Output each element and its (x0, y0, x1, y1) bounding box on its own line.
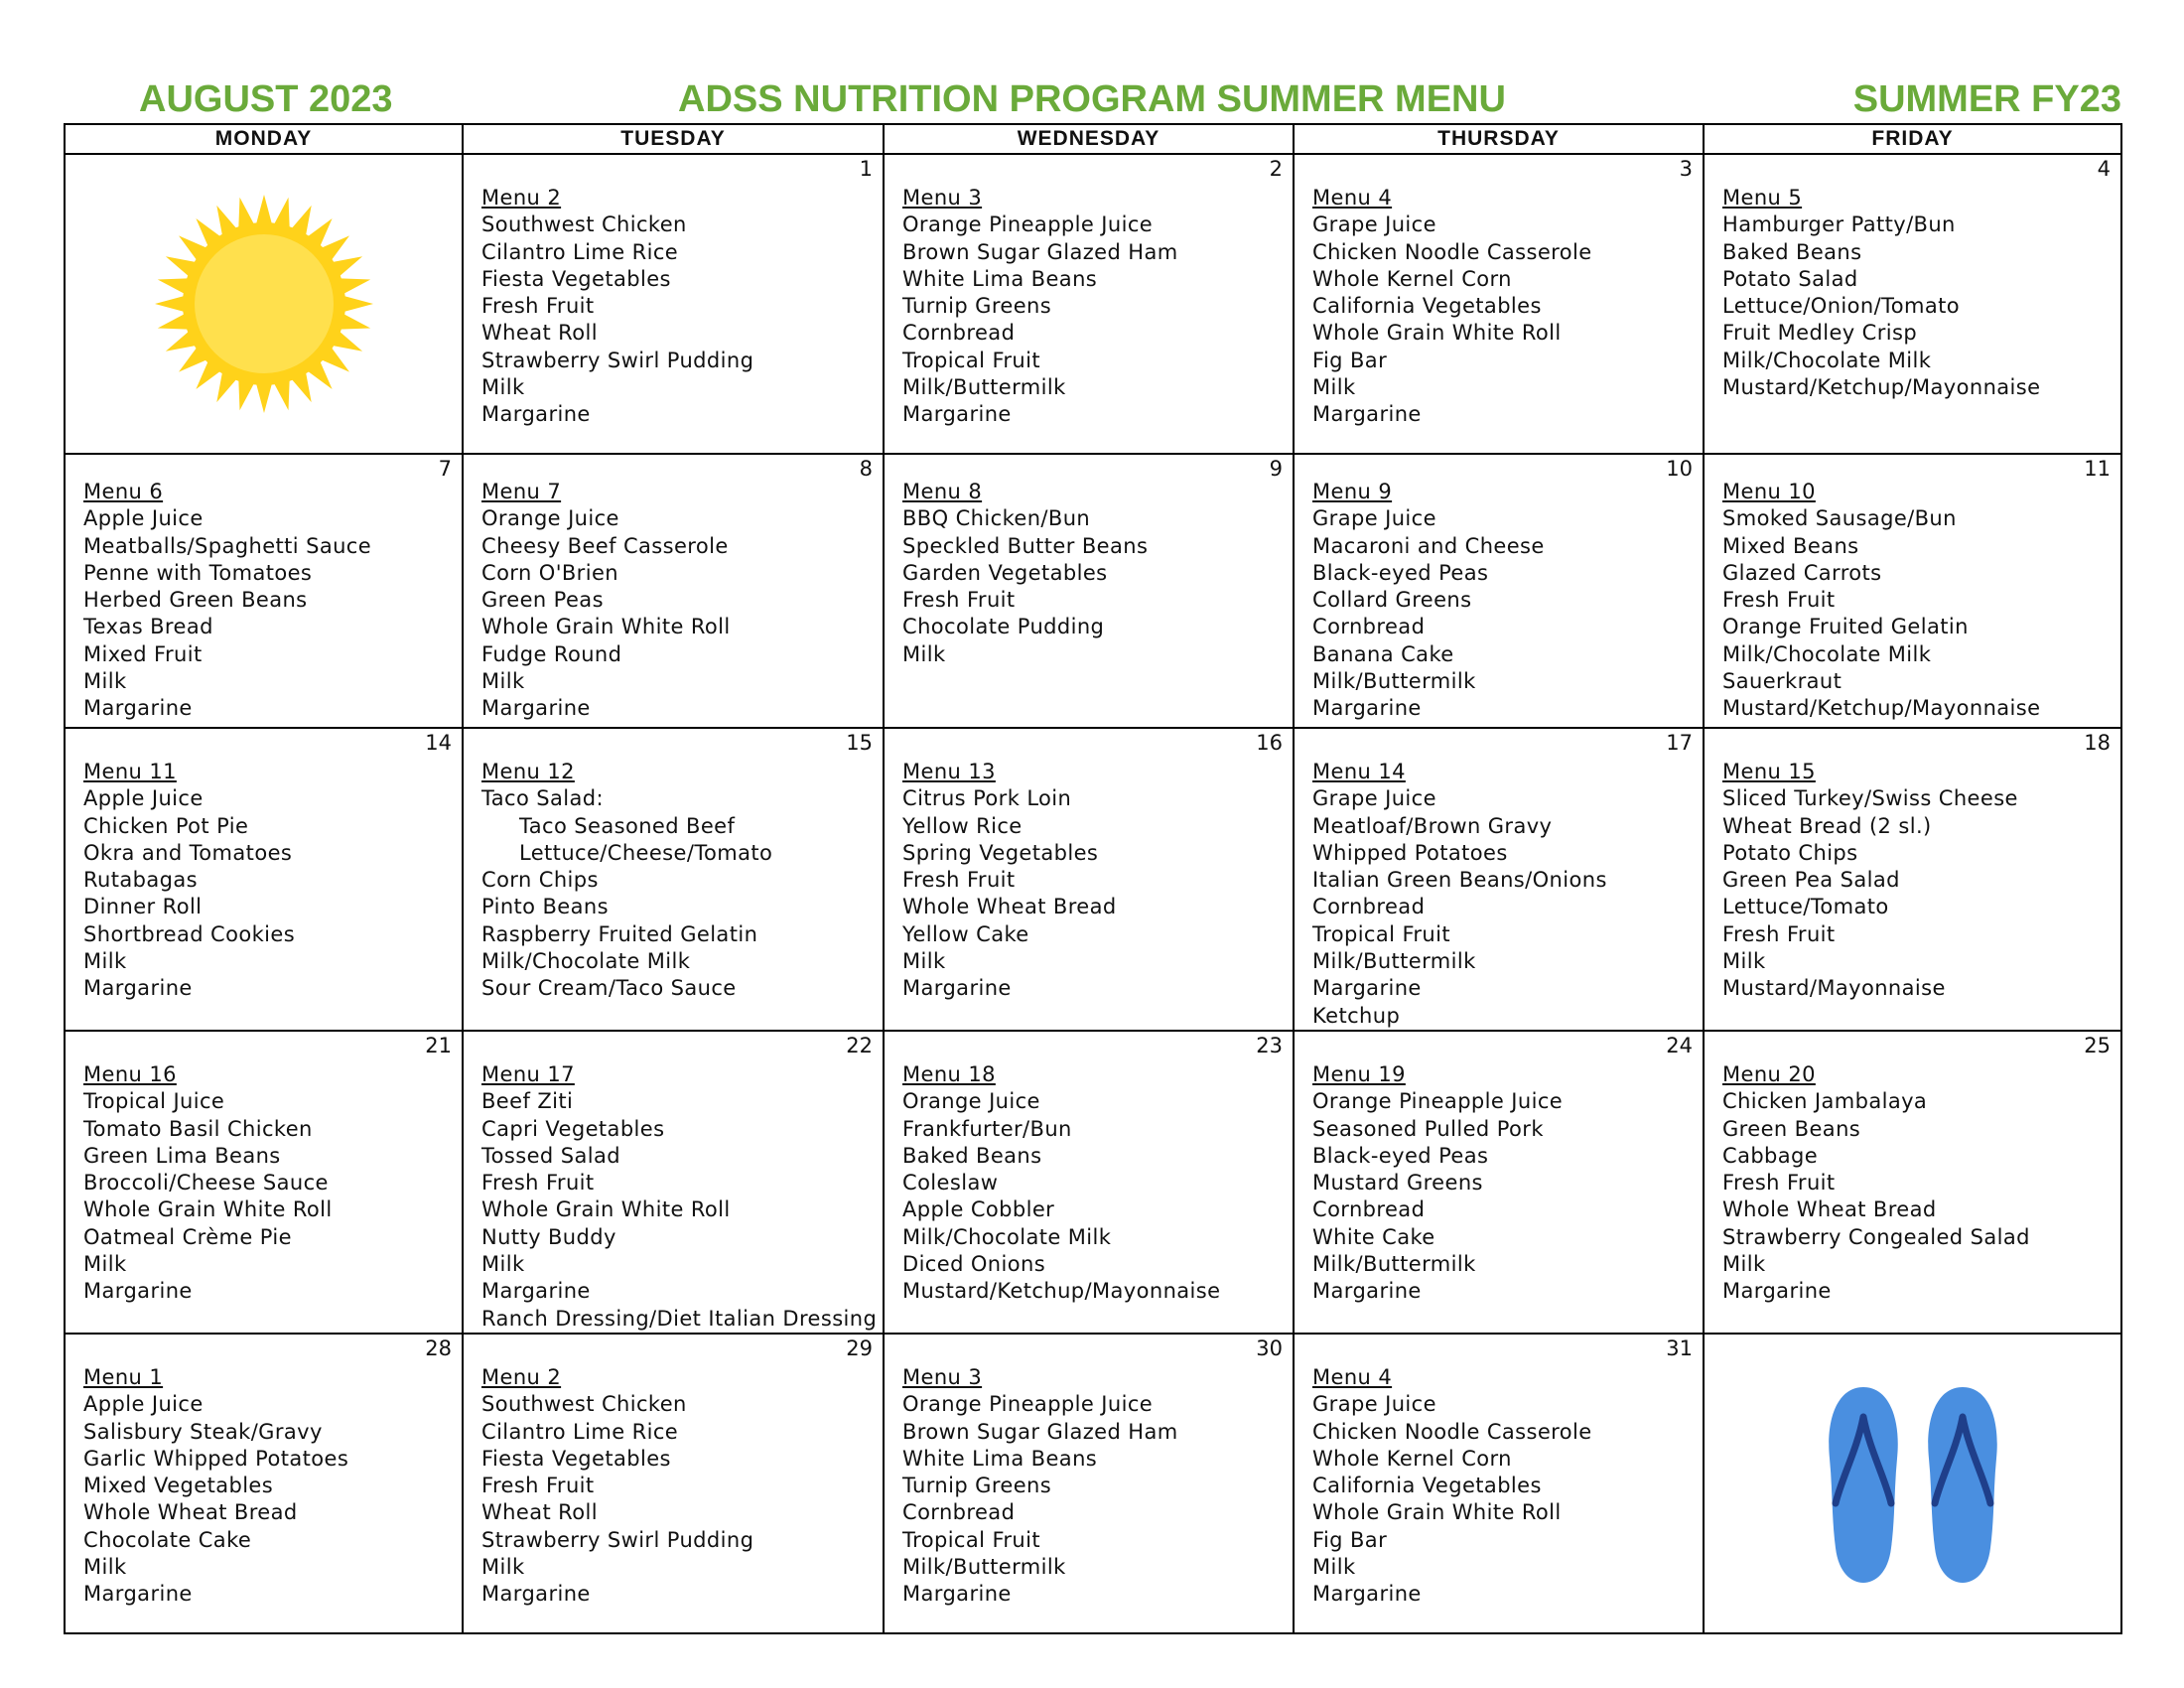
day-number: 11 (2084, 457, 2111, 481)
weekday-friday: FRIDAY (1704, 124, 2121, 154)
menu-item: Margarine (481, 1279, 591, 1304)
menu-item: Penne with Tomatoes (83, 560, 313, 585)
menu-item: Margarine (83, 696, 193, 721)
menu-item: Fudge Round (481, 641, 622, 666)
menu-number: Menu 17 (481, 1061, 575, 1086)
menu-item: Whole Wheat Bread (1722, 1197, 1937, 1222)
menu-item: Margarine (902, 976, 1012, 1001)
menu-number: Menu 12 (481, 760, 575, 783)
menu-item: Fiesta Vegetables (481, 1446, 671, 1471)
menu-item: Milk/Buttermilk (1312, 949, 1476, 974)
menu-item: Yellow Rice (902, 813, 1023, 838)
menu-item: Turnip Greens (902, 294, 1052, 319)
day-cell-friday (1704, 1031, 2121, 1334)
sun-icon (150, 190, 378, 418)
menu-item: Fig Bar (1312, 1527, 1388, 1552)
menu-item: Grape Juice (1312, 506, 1436, 531)
menu-number: Menu 5 (1722, 186, 1803, 210)
menu-item: Mustard/Ketchup/Mayonnaise (1722, 375, 2041, 400)
day-cell-friday (1704, 1334, 2121, 1633)
menu-item: Milk (902, 641, 946, 666)
menu-item: Apple Cobbler (902, 1197, 1055, 1222)
menu-number: Menu 9 (1312, 480, 1393, 503)
menu-item: Apple Juice (83, 1392, 204, 1417)
menu-item: Mixed Beans (1722, 533, 1859, 558)
menu-number: Menu 10 (1722, 480, 1816, 503)
day-cell-thursday (1294, 1334, 1704, 1633)
day-number: 15 (846, 731, 873, 755)
day-number: 28 (425, 1336, 452, 1360)
menu-number: Menu 14 (1312, 760, 1406, 783)
menu-item: Spring Vegetables (902, 840, 1099, 865)
day-cell-wednesday (884, 728, 1294, 1031)
menu-item: Corn Chips (481, 868, 599, 893)
day-cell-monday (65, 154, 463, 454)
menu-item: Smoked Sausage/Bun (1722, 506, 1957, 531)
menu-item: Taco Seasoned Beef (519, 813, 736, 838)
menu-item: White Lima Beans (902, 1446, 1098, 1471)
menu-item: Milk (481, 375, 525, 400)
menu-item: Raspberry Fruited Gelatin (481, 921, 758, 946)
day-cell-wednesday (884, 154, 1294, 454)
week-row (65, 1031, 2121, 1334)
menu-item: Mustard/Mayonnaise (1722, 976, 1946, 1001)
menu-item: Lettuce/Cheese/Tomato (519, 840, 773, 865)
menu-item: Nutty Buddy (481, 1224, 616, 1249)
menu-item: Margarine (902, 1582, 1012, 1607)
month-title: AUGUST 2023 (139, 78, 393, 120)
menu-item: Tropical Fruit (1312, 921, 1451, 946)
menu-item: Margarine (83, 1582, 193, 1607)
menu-item: Whipped Potatoes (1312, 840, 1508, 865)
day-cell-monday (65, 1031, 463, 1334)
menu-item: Tropical Fruit (902, 348, 1041, 372)
day-number: 25 (2084, 1033, 2111, 1057)
menu-item: Herbed Green Beans (83, 588, 308, 613)
day-number: 1 (859, 157, 873, 181)
day-number: 16 (1256, 731, 1283, 755)
menu-item: Milk (481, 669, 525, 694)
menu-number: Menu 2 (481, 186, 562, 210)
menu-item: Milk (902, 949, 946, 974)
menu-item: Lettuce/Tomato (1722, 895, 1889, 919)
menu-item: Okra and Tomatoes (83, 840, 293, 865)
menu-item: Grape Juice (1312, 1392, 1436, 1417)
flip-flops-icon (1814, 1379, 2012, 1588)
menu-item: Broccoli/Cheese Sauce (83, 1171, 329, 1196)
menu-item: Banana Cake (1312, 641, 1454, 666)
menu-item: Margarine (83, 1279, 193, 1304)
menu-item: Black-eyed Peas (1312, 560, 1489, 585)
menu-item: Fiesta Vegetables (481, 266, 671, 291)
menu-item: Chocolate Cake (83, 1527, 252, 1552)
day-number: 14 (425, 731, 452, 755)
menu-item: Margarine (1312, 696, 1422, 721)
menu-item: Green Lima Beans (83, 1143, 281, 1168)
menu-item: Ketchup (1312, 1003, 1401, 1028)
day-cell-thursday (1294, 728, 1704, 1031)
day-cell-tuesday (463, 1031, 884, 1334)
menu-item: Orange Pineapple Juice (1312, 1089, 1564, 1114)
menu-item: Brown Sugar Glazed Ham (902, 1419, 1178, 1444)
menu-number: Menu 19 (1312, 1061, 1406, 1086)
menu-number: Menu 6 (83, 480, 164, 503)
menu-item: Milk (481, 1252, 525, 1277)
day-number: 23 (1256, 1033, 1283, 1057)
menu-item: Garlic Whipped Potatoes (83, 1446, 349, 1471)
menu-item: Fresh Fruit (481, 294, 595, 319)
menu-item: Margarine (902, 402, 1012, 427)
menu-number: Menu 13 (902, 760, 996, 783)
menu-item: Texas Bread (83, 615, 213, 639)
menu-item: Cilantro Lime Rice (481, 1419, 679, 1444)
menu-item: Mixed Fruit (83, 641, 203, 666)
menu-item: Milk (83, 1252, 127, 1277)
menu-item: Pinto Beans (481, 895, 609, 919)
menu-item: Milk (83, 949, 127, 974)
menu-item: Chicken Pot Pie (83, 813, 249, 838)
menu-number: Menu 15 (1722, 760, 1816, 783)
menu-item: Fresh Fruit (902, 868, 1016, 893)
menu-item: Salisbury Steak/Gravy (83, 1419, 323, 1444)
menu-item: Whole Wheat Bread (83, 1500, 298, 1525)
day-cell-friday (1704, 454, 2121, 728)
menu-item: Fresh Fruit (481, 1474, 595, 1498)
day-cell-wednesday (884, 1031, 1294, 1334)
menu-item: Yellow Cake (902, 921, 1029, 946)
menu-item: Mustard Greens (1312, 1171, 1483, 1196)
day-number: 9 (1269, 457, 1283, 481)
day-number: 4 (2097, 157, 2111, 181)
menu-item: Whole Kernel Corn (1312, 266, 1512, 291)
menu-item: Sour Cream/Taco Sauce (481, 976, 737, 1001)
menu-item: Rutabagas (83, 868, 198, 893)
menu-item: Margarine (1312, 1279, 1422, 1304)
menu-item: Fresh Fruit (902, 588, 1016, 613)
weekday-wednesday: WEDNESDAY (884, 124, 1294, 154)
day-cell-tuesday (463, 154, 884, 454)
menu-item: Oatmeal Crème Pie (83, 1224, 292, 1249)
day-cell-thursday (1294, 1031, 1704, 1334)
menu-number: Menu 11 (83, 760, 177, 783)
day-cell-wednesday (884, 454, 1294, 728)
menu-item: Whole Grain White Roll (1312, 321, 1562, 346)
menu-item: California Vegetables (1312, 1474, 1542, 1498)
day-cell-wednesday (884, 1334, 1294, 1633)
menu-item: Cornbread (1312, 615, 1426, 639)
day-cell-thursday (1294, 154, 1704, 454)
menu-item: Dinner Roll (83, 895, 203, 919)
week-row (65, 154, 2121, 454)
day-cell-thursday (1294, 454, 1704, 728)
weekday-header-row (65, 124, 2121, 154)
menu-item: Strawberry Swirl Pudding (481, 1527, 754, 1552)
menu-item: Orange Juice (902, 1089, 1040, 1114)
menu-item: Seasoned Pulled Pork (1312, 1116, 1544, 1141)
menu-item: Chicken Jambalaya (1722, 1089, 1928, 1114)
menu-item: Margarine (1312, 1582, 1422, 1607)
menu-item: Potato Salad (1722, 266, 1858, 291)
day-number: 29 (846, 1336, 873, 1360)
menu-item: Whole Kernel Corn (1312, 1446, 1512, 1471)
menu-number: Menu 3 (902, 1364, 983, 1389)
menu-item: Green Pea Salad (1722, 868, 1900, 893)
menu-item: Chicken Noodle Casserole (1312, 1419, 1592, 1444)
menu-item: Milk (481, 1555, 525, 1580)
day-cell-tuesday (463, 1334, 884, 1633)
day-number: 21 (425, 1033, 452, 1057)
menu-item: Orange Fruited Gelatin (1722, 615, 1969, 639)
menu-item: Southwest Chicken (481, 212, 687, 237)
day-cell-friday (1704, 728, 2121, 1031)
menu-number: Menu 18 (902, 1061, 996, 1086)
menu-item: Margarine (1722, 1279, 1832, 1304)
menu-item: Milk (83, 1555, 127, 1580)
menu-item: Apple Juice (83, 786, 204, 811)
menu-item: Speckled Butter Beans (902, 533, 1149, 558)
day-number: 22 (846, 1033, 873, 1057)
menu-item: Cornbread (902, 321, 1016, 346)
menu-item: Lettuce/Onion/Tomato (1722, 294, 1960, 319)
menu-item: Milk/Chocolate Milk (1722, 348, 1932, 372)
menu-number: Menu 2 (481, 1364, 562, 1389)
menu-item: Strawberry Swirl Pudding (481, 348, 754, 372)
menu-calendar (64, 123, 2122, 1634)
weekday-monday: MONDAY (65, 124, 463, 154)
menu-item: Baked Beans (902, 1143, 1042, 1168)
menu-number: Menu 3 (902, 186, 983, 210)
menu-item: Margarine (481, 402, 591, 427)
menu-item: Beef Ziti (481, 1089, 574, 1114)
menu-item: Coleslaw (902, 1171, 999, 1196)
menu-item: Sauerkraut (1722, 669, 1843, 694)
menu-item: Southwest Chicken (481, 1392, 687, 1417)
day-number: 2 (1269, 157, 1283, 181)
menu-item: Milk (1312, 1555, 1356, 1580)
menu-item: Baked Beans (1722, 239, 1862, 264)
menu-item: Strawberry Congealed Salad (1722, 1224, 2030, 1249)
day-cell-monday (65, 1334, 463, 1633)
menu-item: Fruit Medley Crisp (1722, 321, 1918, 346)
menu-item: Cilantro Lime Rice (481, 239, 679, 264)
menu-item: Milk/Chocolate Milk (902, 1224, 1112, 1249)
week-row (65, 454, 2121, 728)
menu-item: Garden Vegetables (902, 560, 1108, 585)
menu-item: Citrus Pork Loin (902, 786, 1072, 811)
menu-number: Menu 1 (83, 1364, 164, 1389)
menu-item: Tossed Salad (481, 1143, 620, 1168)
menu-item: California Vegetables (1312, 294, 1542, 319)
menu-item: Milk/Buttermilk (1312, 1252, 1476, 1277)
menu-item: Margarine (481, 696, 591, 721)
menu-item: Cabbage (1722, 1143, 1819, 1168)
menu-number: Menu 20 (1722, 1061, 1816, 1086)
menu-item: Margarine (1312, 402, 1422, 427)
menu-item: Mustard/Ketchup/Mayonnaise (1722, 696, 2041, 721)
menu-item: Whole Grain White Roll (481, 615, 731, 639)
menu-item: BBQ Chicken/Bun (902, 506, 1091, 531)
menu-item: Sliced Turkey/Swiss Cheese (1722, 786, 2018, 811)
menu-item: Milk (1312, 375, 1356, 400)
menu-item: Fresh Fruit (1722, 588, 1836, 613)
menu-item: Grape Juice (1312, 212, 1436, 237)
menu-item: Wheat Bread (2 sl.) (1722, 813, 1932, 838)
menu-item: Whole Grain White Roll (1312, 1500, 1562, 1525)
menu-item: Cornbread (902, 1500, 1016, 1525)
menu-item: Milk/Buttermilk (902, 1555, 1066, 1580)
day-cell-monday (65, 454, 463, 728)
menu-item: Apple Juice (83, 506, 204, 531)
menu-item: Collard Greens (1312, 588, 1472, 613)
menu-item: Brown Sugar Glazed Ham (902, 239, 1178, 264)
menu-item: White Cake (1312, 1224, 1435, 1249)
menu-item: Milk (1722, 1252, 1766, 1277)
menu-item: Orange Juice (481, 506, 619, 531)
menu-item: Margarine (83, 976, 193, 1001)
menu-number: Menu 4 (1312, 1364, 1393, 1389)
day-cell-monday (65, 728, 463, 1031)
menu-item: Cornbread (1312, 1197, 1426, 1222)
menu-number: Menu 7 (481, 480, 562, 503)
menu-item: Shortbread Cookies (83, 921, 296, 946)
day-number: 18 (2084, 731, 2111, 755)
menu-number: Menu 8 (902, 480, 983, 503)
menu-item: Wheat Roll (481, 1500, 598, 1525)
week-row (65, 1334, 2121, 1633)
day-cell-tuesday (463, 454, 884, 728)
day-number: 17 (1666, 731, 1693, 755)
weekday-tuesday: TUESDAY (463, 124, 884, 154)
menu-item: Margarine (481, 1582, 591, 1607)
menu-item: Milk (1722, 949, 1766, 974)
menu-number: Menu 16 (83, 1061, 177, 1086)
menu-item: Hamburger Patty/Bun (1722, 212, 1956, 237)
menu-item: Italian Green Beans/Onions (1312, 868, 1607, 893)
menu-item: Fresh Fruit (481, 1171, 595, 1196)
menu-item: Fig Bar (1312, 348, 1388, 372)
menu-item: Chocolate Pudding (902, 615, 1105, 639)
menu-item: Mixed Vegetables (83, 1474, 274, 1498)
menu-item: White Lima Beans (902, 266, 1098, 291)
menu-item: Milk (83, 669, 127, 694)
day-cell-tuesday (463, 728, 884, 1031)
menu-item: Chicken Noodle Casserole (1312, 239, 1592, 264)
day-number: 24 (1666, 1033, 1693, 1057)
menu-item: Orange Pineapple Juice (902, 212, 1154, 237)
menu-number: Menu 4 (1312, 186, 1393, 210)
menu-item: Whole Grain White Roll (481, 1197, 731, 1222)
menu-item: Tropical Juice (83, 1089, 225, 1114)
weekday-thursday: THURSDAY (1294, 124, 1704, 154)
menu-item: Wheat Roll (481, 321, 598, 346)
menu-item: Macaroni and Cheese (1312, 533, 1545, 558)
menu-item: Whole Grain White Roll (83, 1197, 333, 1222)
menu-item: Fresh Fruit (1722, 1171, 1836, 1196)
day-number: 10 (1666, 457, 1693, 481)
menu-item: Ranch Dressing/Diet Italian Dressing (481, 1306, 878, 1331)
day-cell-friday (1704, 154, 2121, 454)
menu-item: Fresh Fruit (1722, 921, 1836, 946)
menu-item: Diced Onions (902, 1252, 1046, 1277)
day-number: 7 (438, 457, 452, 481)
menu-item: Glazed Carrots (1722, 560, 1882, 585)
day-number: 3 (1679, 157, 1693, 181)
menu-item: Black-eyed Peas (1312, 1143, 1489, 1168)
menu-item: Tropical Fruit (902, 1527, 1041, 1552)
menu-item: Milk/Buttermilk (1312, 669, 1476, 694)
menu-item: Milk/Buttermilk (902, 375, 1066, 400)
day-number: 30 (1256, 1336, 1283, 1360)
menu-item: Turnip Greens (902, 1474, 1052, 1498)
menu-item: Cheesy Beef Casserole (481, 533, 729, 558)
season-title: SUMMER FY23 (1852, 78, 2121, 120)
week-row (65, 728, 2121, 1031)
menu-item: Grape Juice (1312, 786, 1436, 811)
menu-item: Orange Pineapple Juice (902, 1392, 1154, 1417)
menu-item: Taco Salad: (481, 786, 604, 811)
menu-item: Green Beans (1722, 1116, 1861, 1141)
menu-item: Frankfurter/Bun (902, 1116, 1072, 1141)
menu-item: Milk/Chocolate Milk (481, 949, 691, 974)
day-number: 8 (859, 457, 873, 481)
menu-item: Green Peas (481, 588, 604, 613)
menu-item: Meatloaf/Brown Gravy (1312, 813, 1553, 838)
page-title: ADSS NUTRITION PROGRAM SUMMER MENU (678, 78, 1506, 120)
menu-item: Potato Chips (1722, 840, 1858, 865)
menu-item: Mustard/Ketchup/Mayonnaise (902, 1279, 1221, 1304)
menu-item: Meatballs/Spaghetti Sauce (83, 533, 372, 558)
menu-item: Margarine (1312, 976, 1422, 1001)
day-number: 31 (1666, 1336, 1693, 1360)
menu-item: Corn O'Brien (481, 560, 618, 585)
menu-item: Milk/Chocolate Milk (1722, 641, 1932, 666)
menu-item: Cornbread (1312, 895, 1426, 919)
menu-item: Whole Wheat Bread (902, 895, 1117, 919)
menu-item: Capri Vegetables (481, 1116, 665, 1141)
menu-item: Tomato Basil Chicken (83, 1116, 313, 1141)
